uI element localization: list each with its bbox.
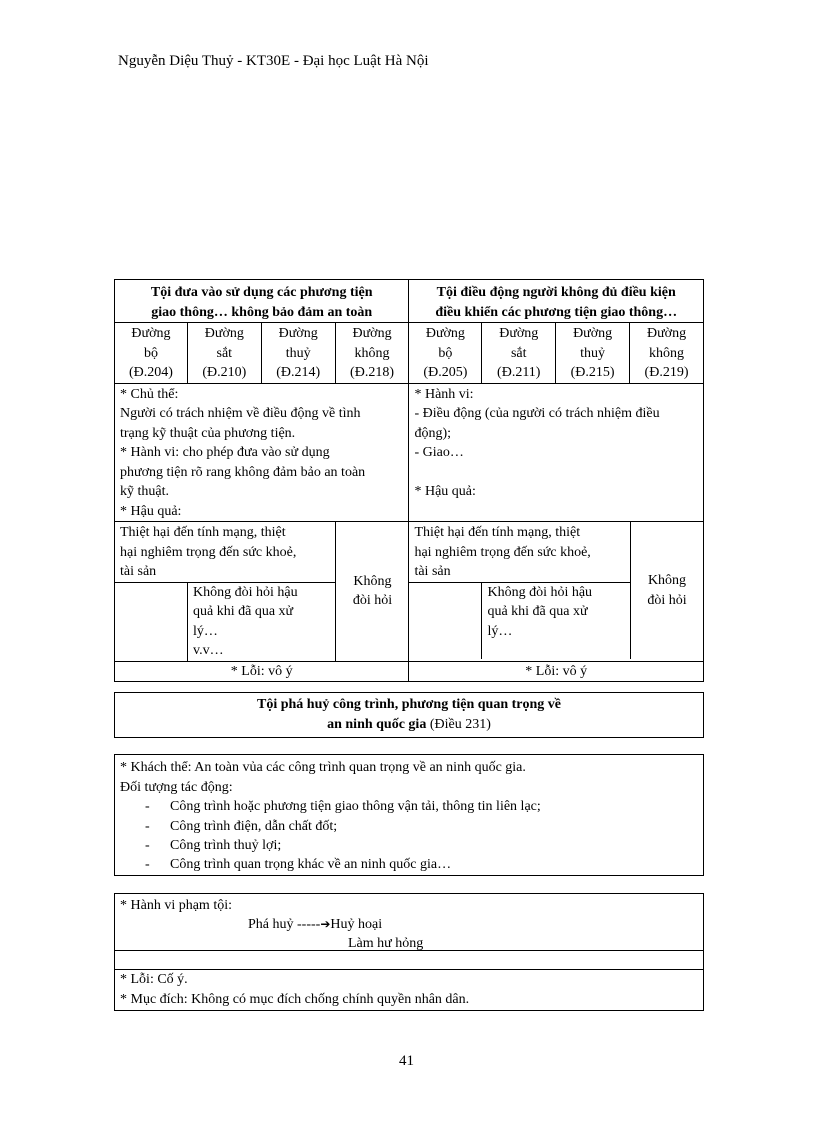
fault-purpose-cell: * Lỗi: Cố ý. * Mục đích: Không có mục đích chống chính quyền nhân dân. xyxy=(115,970,704,1011)
left-no-req-text: Không đòi hỏi hậu quả khi đã qua xử lý… v.v… xyxy=(188,582,336,661)
comparison-table xyxy=(114,279,704,682)
bullet-item: - Công trình hoặc phương tiện giao thông vận tải, thông tin liên lạc; xyxy=(145,799,541,814)
right-consequence xyxy=(409,522,704,662)
left-damage-text: Thiệt hại đến tính mạng, thiệt hại nghiêm trọng đến sức khoẻ, tài sản xyxy=(115,522,336,582)
page-header: Nguyễn Diệu Thuỷ - KT30E - Đại học Luật Hà Nội xyxy=(118,53,429,69)
bullet-item: - Công trình thuỷ lợi; xyxy=(145,838,282,853)
right-damage-text: Thiệt hại đến tính mạng, thiệt hại nghiêm trọng đến sức khoẻ, tài sản xyxy=(409,522,630,582)
right-col-water: Đường thuỷ (Đ.215) xyxy=(556,323,630,384)
right-col-rail: Đường sắt (Đ.211) xyxy=(482,323,556,384)
right-col-road: Đường bộ (Đ.205) xyxy=(409,323,482,384)
left-not-required: Không đòi hỏi xyxy=(336,522,409,661)
bullet-item: - Công trình quan trọng khác về an ninh quốc gia… xyxy=(145,857,452,872)
left-empty-cell xyxy=(115,582,188,661)
arrow-icon: ➔ xyxy=(320,917,331,931)
act-table xyxy=(114,893,704,1011)
page-number: 41 xyxy=(399,1053,414,1069)
right-col-air: Đường không (Đ.219) xyxy=(630,323,704,384)
right-fault: * Lỗi: vô ý xyxy=(409,661,704,682)
right-not-required: Không đòi hỏi xyxy=(631,522,704,659)
left-col-rail: Đường sắt (Đ.210) xyxy=(187,323,261,384)
object-box: * Khách thể: An toàn vủa các công trình quan trọng về an ninh quốc gia. Đối tượng tác động: - Công trình hoặc phương tiện giao thông vận tải, thông tin liên lạc; - Công trình điện, dẫn chất đốt; - Công trình thuỷ lợi; - Công trình quan trọng khác về an ninh quốc gia… xyxy=(114,754,704,876)
act-cell: * Hành vi phạm tội: Phá huỷ -----➔Huỷ hoại Làm hư hỏng xyxy=(115,894,704,951)
right-no-req-text: Không đòi hỏi hậu quả khi đã qua xử lý… xyxy=(482,582,631,659)
left-col-road: Đường bộ (Đ.204) xyxy=(115,323,188,384)
act-destroy: Phá huỷ -----➔Huỷ hoại xyxy=(248,917,383,932)
crime-231-title: Tội phá huỷ công trình, phương tiện quan trọng về an ninh quốc gia (Điều 231) xyxy=(114,692,704,738)
left-description: * Chủ thể: Người có trách nhiệm về điều động về tình trạng kỹ thuật của phương tiện. * Hành vi: cho phép đưa vào sử dụng phương tiện rõ rang không đảm bảo an toàn kỹ thuật. * Hậu quả: xyxy=(115,383,409,522)
right-empty-cell xyxy=(409,582,482,659)
bullet-item: - Công trình điện, dẫn chất đốt; xyxy=(145,819,338,834)
right-description: * Hành vi: - Điều động (của người có trách nhiệm điều động); - Giao… * Hậu quả: xyxy=(409,383,704,522)
right-title: Tội điều động người không đủ điều kiện điều khiển các phương tiện giao thông… xyxy=(409,280,704,323)
left-col-water: Đường thuỷ (Đ.214) xyxy=(261,323,335,384)
left-consequence xyxy=(115,522,409,662)
left-title: Tội đưa vào sử dụng các phương tiện giao thông… không bảo đảm an toàn xyxy=(115,280,409,323)
left-fault: * Lỗi: vô ý xyxy=(115,661,409,682)
left-col-air: Đường không (Đ.218) xyxy=(335,323,409,384)
